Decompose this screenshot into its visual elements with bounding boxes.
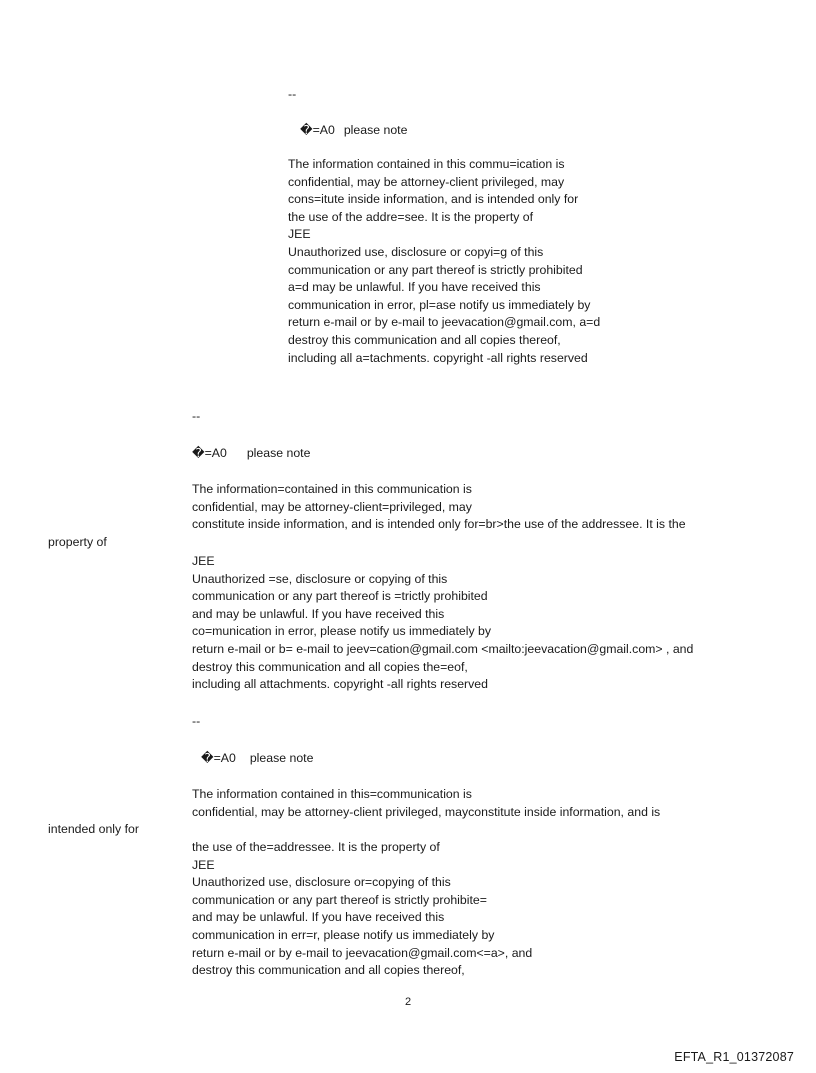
block3-line: return e-mail or by e-mail to jeevacation@gmail.com<=a>, and: [192, 945, 533, 960]
block2-line: constitute inside information, and is intended only for=br>the use of the addressee. It is the: [192, 517, 686, 532]
block1-line: destroy this communication and all copies thereof,: [288, 332, 561, 347]
block1-line: including all a=tachments. copyright -all rights reserved: [288, 350, 588, 365]
block2-line: communication or any part thereof is =trictly prohibited: [192, 589, 488, 604]
block2-line: and may be unlawful. If you have received this: [192, 606, 445, 621]
block2-note-symbol: �=A0: [192, 446, 227, 460]
block1-note-line: [300, 122, 407, 140]
block3-note-text: please note: [249, 751, 314, 765]
block1-line: communication or any part thereof is strictly prohibited: [288, 262, 583, 277]
block1-line: cons=itute inside information, and is intended only for: [288, 192, 579, 207]
block2-line: The information=contained in this communication is: [192, 482, 472, 496]
block1-body: [288, 156, 600, 367]
block1-line: The information contained in this commu=ication is: [288, 157, 565, 171]
block1-line: Unauthorized use, disclosure or copyi=g of this: [288, 244, 544, 259]
block3-note-line: [201, 750, 313, 768]
block2-line: Unauthorized =se, disclosure or copying of this: [192, 571, 448, 586]
block1-line: communication in error, pl=ase notify us immediately by: [288, 297, 591, 312]
block3-body-b: [192, 839, 532, 980]
block2-line: return e-mail or b= e-mail to jeev=cation@gmail.com <mailto:jeevacation@gmail.com> , and: [192, 641, 694, 656]
block3-line: and may be unlawful. If you have received this: [192, 910, 445, 925]
block3-wrap-text: intended only for: [48, 822, 139, 836]
block3-line: communication or any part thereof is strictly prohibite=: [192, 892, 487, 907]
block3-note-symbol: �=A0: [201, 751, 236, 765]
block3-body-a: [192, 786, 660, 821]
block3-line: JEE: [192, 857, 215, 872]
block3-separator: --: [192, 714, 201, 728]
block2-line: JEE: [192, 554, 215, 568]
block2-line: confidential, may be attorney-client=privileged, may: [192, 499, 472, 514]
block2-note-text: please note: [246, 446, 311, 460]
block1-line: return e-mail or by e-mail to jeevacation@gmail.com, a=d: [288, 315, 601, 330]
block2-line: destroy this communication and all copies the=eof,: [192, 659, 468, 674]
block2-body-b: [192, 553, 693, 694]
block2-wrap-text: property of: [48, 535, 107, 549]
bates-number: EFTA_R1_01372087: [674, 1050, 794, 1064]
block1-separator: --: [288, 87, 297, 101]
block2-line: including all attachments. copyright -all rights reserved: [192, 677, 488, 692]
block1-note-text: please note: [343, 123, 408, 137]
block3-line: The information contained in this=communication is: [192, 787, 472, 801]
block3-line: confidential, may be attorney-client privileged, mayconstitute inside information, and is: [192, 804, 661, 819]
block3-line: destroy this communication and all copies thereof,: [192, 963, 465, 978]
block1-line: JEE: [288, 227, 311, 242]
block1-note-symbol: �=A0: [300, 123, 335, 137]
block3-line: Unauthorized use, disclosure or=copying of this: [192, 875, 451, 890]
block1-line: a=d may be unlawful. If you have received this: [288, 280, 541, 295]
block1-line: confidential, may be attorney-client privileged, may: [288, 174, 565, 189]
block3-line: communication in err=r, please notify us immediately by: [192, 927, 495, 942]
block2-separator: --: [192, 409, 201, 423]
page-number: 2: [404, 996, 412, 1008]
block1-line: the use of the addre=see. It is the property of: [288, 209, 534, 224]
block3-line: the use of the=addressee. It is the property of: [192, 840, 440, 854]
block2-note-line: [192, 445, 310, 463]
block2-body-a: [192, 481, 686, 534]
block2-line: co=munication in error, please notify us immediately by: [192, 624, 492, 639]
